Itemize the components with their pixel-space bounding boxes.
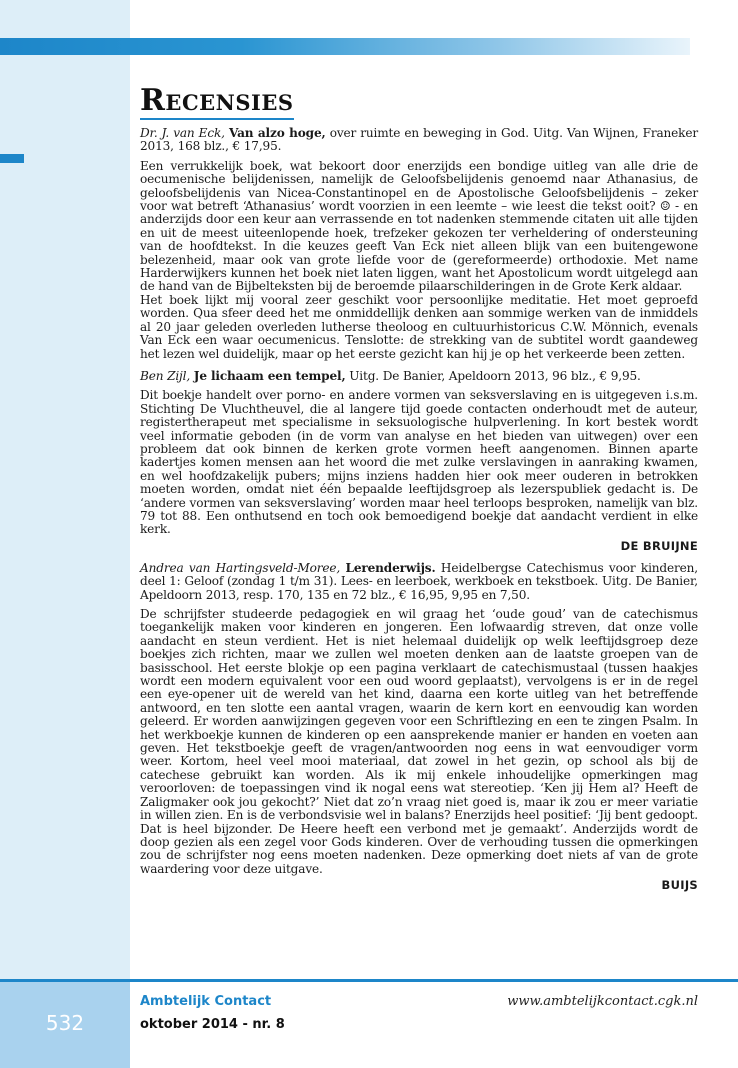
review-2-details: Uitg. De Banier, Apeldoorn 2013, 96 blz., € 9,95. [349,368,641,383]
magazine-title: Ambtelijk Contact [140,994,272,1009]
review-2-paragraph-1: Dit boekje handelt over porno- en andere vormen van seksverslaving en is uitgegeven i.s.m. Stichting De Vluchtheuvel, die al langere tijd goede contacten onderhoudt met de auteur, registertherapeut met specialisme in seksuologische hulpverlening. In kort bestek wordt veel informatie geboden (in de vorm van analyse en het bieden van uitwegen) over een probleem dat ook binnen de kerken grote vormen heeft aangenomen. Binnen aparte kadertjes komen mensen aan het woord die met zulke verslavingen in aanraking kwamen, en wel hoofdzakelijk pubers; mijns inziens hadden hier ook meer ouderen in betrokken moeten worden, omdat niet één bepaalde leeftijdsgroep als lezerspubliek gedacht is. De ‘andere vormen van seksverslaving’ worden maar heel terloops besproken, namelijk van blz. 79 tot 88. Een onthutsend en toch ook bemoedigend boekje dat aandacht verdient in elke kerk. [140,388,698,537]
review-1-title: Van alzo hoge, [228,126,326,140]
review-1-author: Dr. J. van Eck, [140,126,225,140]
review-1-paragraph-2: Het boek lijkt mij vooral zeer geschikt voor persoonlijke meditatie. Het moet geproefd worden. Qua sfeer deed het me onmiddellijk denken aan sommige werken van de inmiddels al 20 jaar geleden overleden lutherse theoloog en cultuurhistoricus C.W. Mönnich, evenals Van Eck een waar oecumenicus. Tenslotte: de strekking van de subtitel wordt gaandeweg het lezen wel duidelijk, maar op het eerste gezicht kan hij je op het verkeerde been zetten. [140,292,698,361]
review-3-citation [140,562,698,602]
page-number: 532 [45,1011,85,1035]
review-1-citation [140,127,698,154]
review-1-paragraph-1: Een verrukkelijk boek, wat bekoort door enerzijds een bondige uitleg van alle drie de oecumenische belijdenissen, namelijk de Geloofsbelijdenis genoemd naar Athanasius, de geloofsbelijdenis van Nicea-Constantinopel en de Apostolische Geloofsbelijdenis – zeker voor wat betreft ‘Athanasius’ wordt voorzien in een leemte – wie leest die tekst ooit? ☺ - en anderzijds door een keur aan verrassende en tot nadenken stemmende citaten uit alle tijden en uit de meest uiteenlopende hoek, trefzeker gekozen ter verheldering of ondersteuning van de hoofdtekst. In die keuzes geeft Van Eck niet alleen blijk van een buitengewone belezenheid, maar ook van grote liefde voor de (gereformeerde) orthodoxie. Met name Harderwijkers kunnen het boek niet laten liggen, want het Apostolicum wordt uitgelegd aan de hand van de Bijbelteksten bij de beroemde pilaarschilderingen in de Grote Kerk aldaar. [140,158,698,294]
page-heading: Recensies [140,83,294,118]
review-2-signature: DE BRUIJNE [620,538,698,553]
review-3-signature: BUIJS [661,878,698,893]
website-link[interactable]: www.ambtelijkcontact.cgk.nl [507,994,698,1009]
review-1-details: over ruimte en beweging in God. Uitg. Van Wijnen, Franeker 2013, 168 blz., € 17,95. [140,126,698,154]
main-content [140,84,698,892]
review-2-title: Je lichaam een tempel, [193,368,346,383]
review-3-paragraph-1: De schrijfster studeerde pedagogiek en wil graag het ‘oude goud’ van de catechismus toegankelijk maken voor kinderen en jongeren. Een lofwaardig streven, dat onze volle aandacht en steun verdient. Het is niet helemaal duidelijk op welk leeftijdsgroep deze boekjes zich richten, maar we zullen wel moeten denken aan de laatste groepen van de basisschool. Het eerste blokje op een pagina verklaart de catechismustaal (tussen haakjes wordt een modern equivalent voor een oud woord geplaatst), vervolgens is er in de regel een eye-opener uit de wereld van het kind, daarna een korte uitleg van het betreffende antwoord, en ten slotte een aantal vragen, waarin de kern kort en eenvoudig kan worden geleerd. Er worden aanwijzingen gegeven voor een Schriftlezing en een te zingen Psalm. In het werkboekje kunnen de kinderen op een aansprekende manier er handen en voeten aan geven. Het tekstboekje geeft de vragen/antwoorden nog eens in wat eenvoudiger vorm weer. Kortom, heel veel mooi materiaal, dat zowel in het gezin, op school als bij de catechese gebruikt kan worden. Als ik mij enkele inhoudelijke opmerkingen mag veroorloven: de toepassingen vind ik nogal eens wat stereotiep. ‘Ken jij Hem al? Heeft de Zaligmaker ook jou gekocht?’ Niet dat zo’n vraag niet goed is, maar ik zou er meer variatie in willen zien. En is de verbondsvisie wel in balans? Enerzijds heel positief: ‘Jij bent gedoopt. Dat is heel bijzonder. De Heere heeft een verbond met je gemaakt’. Anderzijds wordt de doop gezien als een zegel voor Gods kinderen. Over de verhouding tussen die opmerkingen zou de schrijfster nog eens moeten nadenken. Deze opmerking doet niets af van de grote waardering voor deze uitgave. [140,607,698,876]
top-gradient-bar [0,38,690,55]
review-2-citation [140,370,698,383]
review-3-title: Lerenderwijs. [345,560,436,575]
review-2-author: Ben Zijl, [140,368,191,383]
magazine-issue: oktober 2014 - nr. 8 [140,1017,285,1032]
review-3-details: Heidelbergse Catechismus voor kinderen, deel 1: Geloof (zondag 1 t/m 31). Lees- en leerboek, werkboek en tekstboek. Uitg. De Banier, Apeldoorn 2013, resp. 170, 135 en 72 blz., € 16,95, 9,95 en 7,50. [140,560,698,602]
review-3-author: Andrea van Hartingsveld-Moree, [140,560,341,575]
side-tab-marker [0,154,24,163]
